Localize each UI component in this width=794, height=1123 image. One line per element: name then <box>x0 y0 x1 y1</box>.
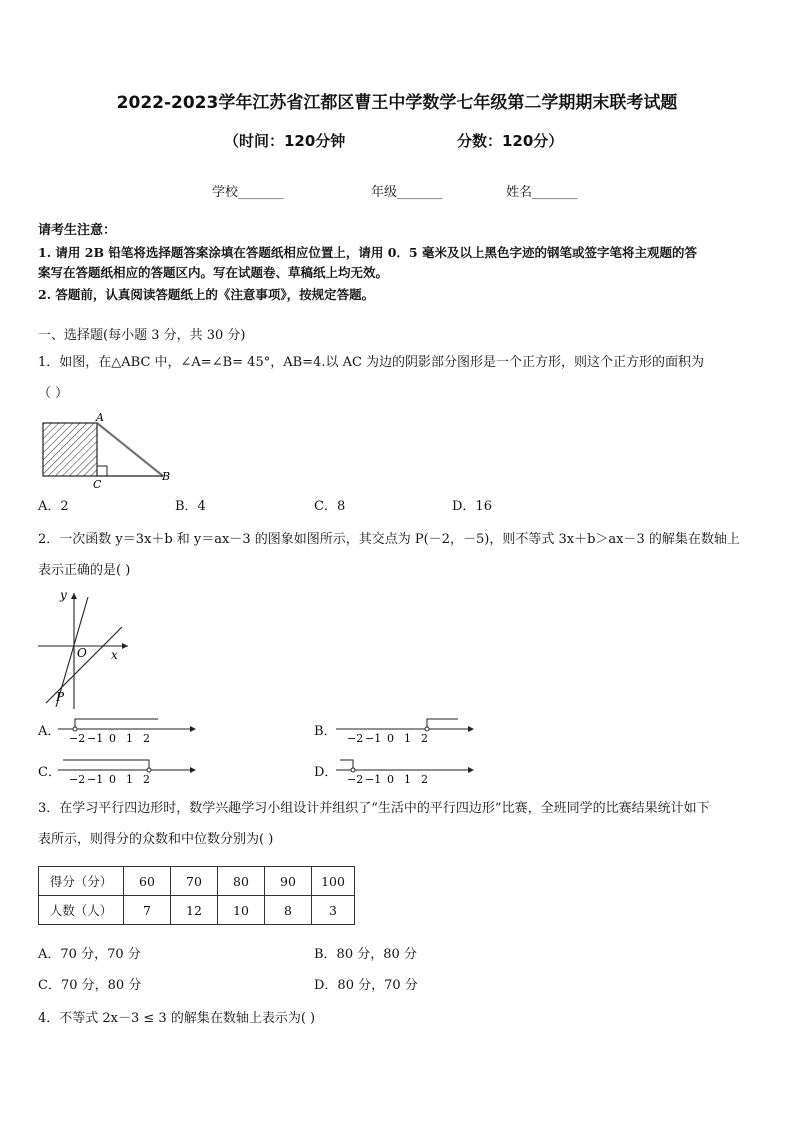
table-row <box>39 896 355 925</box>
q3-stem-line1: 3．在学习平行四边形时，数学兴趣学习小组设计并组织了“生活中的平行四边形”比赛，全班同学的比赛结果统计如下 <box>38 801 710 816</box>
q2-numberline-b <box>336 714 478 746</box>
q3-stem-line2: 表所示，则得分的众数和中位数分别为( ) <box>38 832 274 847</box>
exam-time: （时间：120分钟 <box>224 132 346 150</box>
q3-option-c: C．70 分，80 分 <box>38 978 142 993</box>
tick-label: −2 <box>69 732 86 745</box>
exam-score: 分数：120分） <box>457 132 564 150</box>
q3-option-d: D．80 分，70 分 <box>314 978 418 993</box>
tick-label: 2 <box>143 732 150 745</box>
score-table <box>38 866 355 925</box>
tick-label: 1 <box>126 773 133 786</box>
axis-label-x: x <box>111 648 118 662</box>
notice-heading: 请考生注意： <box>38 223 117 238</box>
q3-option-b: B．80 分，80 分 <box>314 947 417 962</box>
q4-stem-line1: 4．不等式 2x－3 ≤ 3 的解集在数轴上表示为( ) <box>38 1011 316 1026</box>
table-cell: 人数（人） <box>39 896 124 925</box>
right-angle-mark <box>97 466 107 476</box>
table-cell: 90 <box>265 867 312 896</box>
tick-label: −1 <box>365 773 382 786</box>
q2-numberline-c <box>58 755 200 787</box>
tick-label: 0 <box>109 773 116 786</box>
tick-label: −2 <box>347 773 364 786</box>
section-heading: 一、选择题(每小题 3 分，共 30 分) <box>38 328 246 343</box>
table-cell: 60 <box>124 867 171 896</box>
tick-label: 1 <box>404 732 411 745</box>
tick-label: 2 <box>421 732 428 745</box>
notice-item-2: 2. 答题前，认真阅读答题纸上的《注意事项》，按规定答题。 <box>38 287 375 302</box>
shaded-square <box>43 423 97 476</box>
notice-item-1a: 1. 请用 2B 铅笔将选择题答案涂填在答题纸相应位置上，请用 0．5 毫米及以上黑色字迹的钢笔或签字笔将主观题的答 <box>38 245 697 260</box>
label-a: A <box>96 411 104 424</box>
tick-label: −2 <box>347 732 364 745</box>
q2-numberline-d <box>336 755 478 787</box>
tick-label: −1 <box>365 732 382 745</box>
q2-graph-figure <box>36 585 132 711</box>
q2-option-a: A． <box>38 724 61 739</box>
table-cell: 70 <box>171 867 218 896</box>
q2-option-c: C． <box>38 765 61 780</box>
q2-stem-line2: 表示正确的是( ) <box>38 563 131 578</box>
tick-label: 1 <box>404 773 411 786</box>
notice-item-1b: 案写在答题纸相应的答题区内。写在试题卷、草稿纸上均无效。 <box>38 265 389 280</box>
tick-label: −1 <box>87 773 104 786</box>
table-cell: 80 <box>218 867 265 896</box>
tick-label: 0 <box>387 773 394 786</box>
tick-label: 1 <box>126 732 133 745</box>
table-cell: 10 <box>218 896 265 925</box>
q2-option-b: B． <box>314 724 337 739</box>
table-cell: 8 <box>265 896 312 925</box>
q2-option-d: D． <box>314 765 338 780</box>
school-field: 学校_______ <box>212 185 284 200</box>
q1-option-b: B．4 <box>175 499 206 514</box>
tick-label: −2 <box>69 773 86 786</box>
tick-label: −1 <box>87 732 104 745</box>
q2-stem-line1: 2．一次函数 y＝3x＋b 和 y＝ax－3 的图象如图所示，其交点为 P(－2，－5)，则不等式 3x＋b＞ax－3 的解集在数轴上 <box>38 532 740 547</box>
table-cell: 3 <box>312 896 355 925</box>
q1-stem-line1: 1．如图，在△ABC 中，∠A=∠B= 45°，AB=4.以 AC 为边的阴影部分图形是一个正方形，则这个正方形的面积为 <box>38 355 705 370</box>
q2-numberline-a <box>58 714 200 746</box>
grade-field: 年级_______ <box>371 185 443 200</box>
point-p-label: P <box>56 690 65 704</box>
table-cell: 100 <box>312 867 355 896</box>
origin-label: O <box>77 646 87 660</box>
label-c: C <box>93 478 102 490</box>
q3-option-a: A．70 分，70 分 <box>38 947 141 962</box>
table-cell: 7 <box>124 896 171 925</box>
q1-option-a: A．2 <box>38 499 69 514</box>
q1-triangle-figure <box>38 408 178 490</box>
table-cell: 12 <box>171 896 218 925</box>
name-field: 姓名_______ <box>506 185 578 200</box>
tick-label: 0 <box>387 732 394 745</box>
tick-label: 2 <box>143 773 150 786</box>
tick-label: 0 <box>109 732 116 745</box>
axis-label-y: y <box>60 588 67 602</box>
q1-stem-line2: （ ） <box>38 386 69 401</box>
table-cell: 得分（分） <box>39 867 124 896</box>
tick-label: 2 <box>421 773 428 786</box>
q1-option-c: C．8 <box>314 499 346 514</box>
table-row <box>39 867 355 896</box>
label-b: B <box>162 470 171 483</box>
q1-option-d: D．16 <box>452 499 492 514</box>
page-title: 2022-2023学年江苏省江都区曹王中学数学七年级第二学期期末联考试题 <box>116 93 678 113</box>
